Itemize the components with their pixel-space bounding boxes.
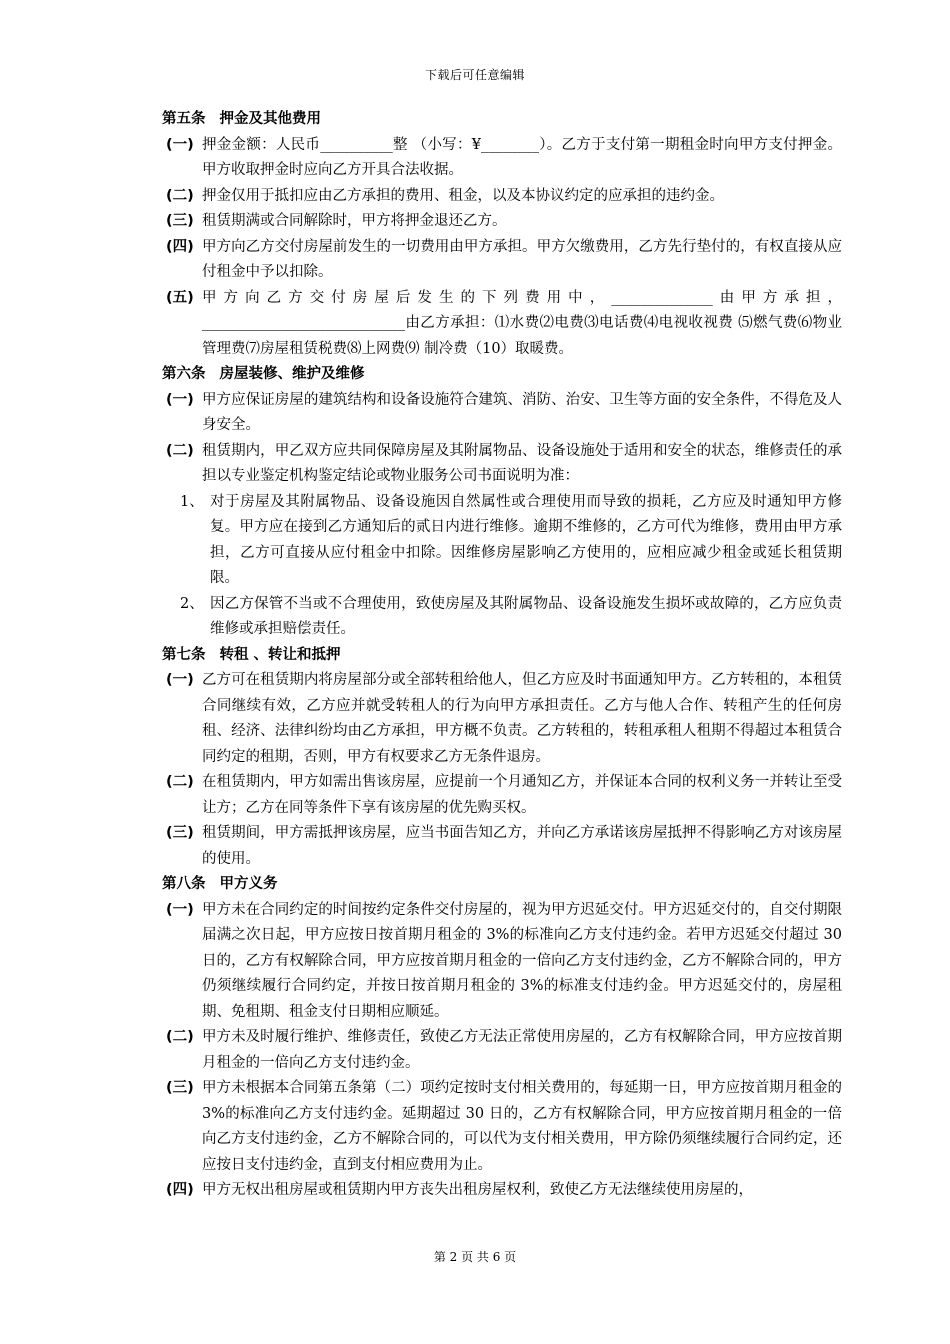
clause-marker: (一) (166, 136, 194, 153)
page-header: 下载后可任意编辑 (424, 68, 525, 82)
sub-clause-marker: 1、 (180, 493, 204, 510)
clause-marker: (三) (166, 825, 194, 841)
section-heading (162, 643, 842, 669)
section-number: 第六条 (162, 366, 206, 382)
clause-marker: (三) (166, 213, 194, 229)
section-heading (162, 872, 842, 898)
clause (166, 1178, 842, 1204)
clause-marker: (一) (166, 901, 194, 918)
clause (166, 184, 842, 210)
clause-marker: (五) (166, 289, 194, 306)
clause (166, 439, 842, 490)
clause-marker: (四) (166, 238, 194, 255)
clause (166, 821, 842, 872)
clause-text: 甲方无权出租房屋或租赁期内甲方丧失出租房屋权利，致使乙方无法继续使用房屋的， (202, 1182, 753, 1198)
clause-text: 租赁期满或合同解除时，甲方将押金退还乙方。 (202, 213, 507, 229)
clause (166, 668, 842, 770)
clause (166, 770, 842, 821)
section-number: 第七条 (162, 646, 206, 663)
clause (166, 898, 842, 1026)
section-number: 第五条 (162, 111, 206, 127)
clause (166, 235, 842, 286)
clause (166, 1025, 842, 1076)
section-heading (162, 107, 842, 133)
clause-text: 押金仅用于抵扣应由乙方承担的费用、租金，以及本协议约定的应承担的违约金。 (202, 187, 724, 204)
clause (166, 209, 842, 235)
page-footer: 第 2 页 共 6 页 (433, 1250, 517, 1264)
sub-clause-marker: 2、 (180, 595, 204, 612)
sub-clause (180, 490, 842, 592)
section-heading (162, 362, 842, 388)
clause-marker: (二) (166, 442, 194, 459)
sub-clause-text: 对于房屋及其附属物品、设备设施因自然属性或合理使用而导致的损耗，乙方应及时通知甲方修复。甲方应在接到乙方通知后的贰日内进行维修。逾期不维修的，乙方可代为维修，费用由甲方承担，乙方可直接从应付租金中扣除。因维修房屋影响乙方使用的，应相应减少租金或延长租赁期限。 (210, 493, 842, 586)
section-title: 转租 、转让和抵押 (219, 646, 341, 663)
clause-text: 在租赁期内，甲方如需出售该房屋，应提前一个月通知乙方，并保证本合同的权利义务一并转让至受让方；乙方在同等条件下享有该房屋的优先购买权。 (202, 774, 842, 816)
clause-text: 租赁期间，甲方需抵押该房屋，应当书面告知乙方，并向乙方承诺该房屋抵押不得影响乙方对该房屋的使用。 (202, 825, 842, 867)
clause-marker: (二) (166, 774, 194, 790)
clause-text: 甲方向乙方交付房屋前发生的一切费用由甲方承担。甲方欠缴费用，乙方先行垫付的，有权直接从应付租金中予以扣除。 (202, 238, 842, 280)
document-body (162, 107, 842, 1204)
clause (166, 1076, 842, 1178)
sub-clause-text: 因乙方保管不当或不合理使用，致使房屋及其附属物品、设备设施发生损坏或故障的，乙方应负责维修或承担赔偿责任。 (210, 595, 842, 637)
clause-marker: (二) (166, 187, 194, 204)
clause (166, 133, 842, 184)
clause-marker: (一) (166, 391, 194, 408)
clause-text: 甲方向乙方交付房屋后发生的下列费用中，______________由甲方承担，____________________________由乙方承担：⑴水费⑵电费⑶电话费⑷电视收视费 ⑸燃气费⑹物业管理费⑺房屋租赁税费⑻上网费⑼ 制冷费（10）取暖费。 (202, 289, 842, 357)
clause-text: 押金金额：人民币__________整 （小写：¥________）。乙方于支付第一期租金时向甲方支付押金。甲方收取押金时应向乙方开具合法收据。 (202, 136, 842, 178)
section-title: 甲方义务 (219, 876, 278, 892)
clause-text: 甲方未及时履行维护、维修责任，致使乙方无法正常使用房屋的，乙方有权解除合同，甲方应按首期月租金的一倍向乙方支付违约金。 (202, 1029, 842, 1071)
clause-marker: (一) (166, 672, 194, 688)
clause-text: 甲方未在合同约定的时间按约定条件交付房屋的，视为甲方迟延交付。甲方迟延交付的，自交付期限届满之次日起，甲方应按日按首期月租金的 3%的标准向乙方支付违约金。若甲方迟延交付超过 30 日的，乙方有权解除合同，甲方应按首期月租金的一倍向乙方支付违约金，乙方不解除合同的，甲方仍须继续履行合同约定，并按日按首期月租金的 3%的标准支付违约金。甲方迟延交付的，房屋租期、免租期、租金支付日期相应顺延。 (202, 901, 842, 1020)
clause-text: 乙方可在租赁期内将房屋部分或全部转租给他人，但乙方应及时书面通知甲方。乙方转租的，本租赁合同继续有效，乙方应并就受转租人的行为向甲方承担责任。乙方与他人合作、转租产生的任何房租、经济、法律纠纷均由乙方承担，甲方概不负责。乙方转租的，转租承租人租期不得超过本租赁合同约定的租期，否则，甲方有权要求乙方无条件退房。 (202, 672, 842, 765)
section-title: 房屋装修、维护及维修 (219, 366, 365, 382)
section-number: 第八条 (162, 876, 206, 892)
clause-text: 租赁期内，甲乙双方应共同保障房屋及其附属物品、设备设施处于适用和安全的状态，维修责任的承担以专业鉴定机构鉴定结论或物业服务公司书面说明为准： (202, 442, 842, 484)
clause (166, 388, 842, 439)
sub-clause (180, 592, 842, 643)
clause-marker: (二) (166, 1029, 194, 1045)
clause-marker: (四) (166, 1182, 194, 1198)
clause (166, 286, 842, 363)
section-title: 押金及其他费用 (219, 111, 321, 127)
clause-text: 甲方未根据本合同第五条第（二）项约定按时支付相关费用的，每延期一日，甲方应按首期月租金的 3%的标准向乙方支付违约金。延期超过 30 日的，乙方有权解除合同，甲方应按首期月租金的一倍向乙方支付违约金，乙方不解除合同的，可以代为支付相关费用，甲方除仍须继续履行合同约定，还应按日支付违约金，直到支付相应费用为止。 (202, 1080, 842, 1173)
clause-text: 甲方应保证房屋的建筑结构和设备设施符合建筑、消防、治安、卫生等方面的安全条件，不得危及人身安全。 (202, 391, 842, 433)
clause-marker: (三) (166, 1080, 194, 1096)
